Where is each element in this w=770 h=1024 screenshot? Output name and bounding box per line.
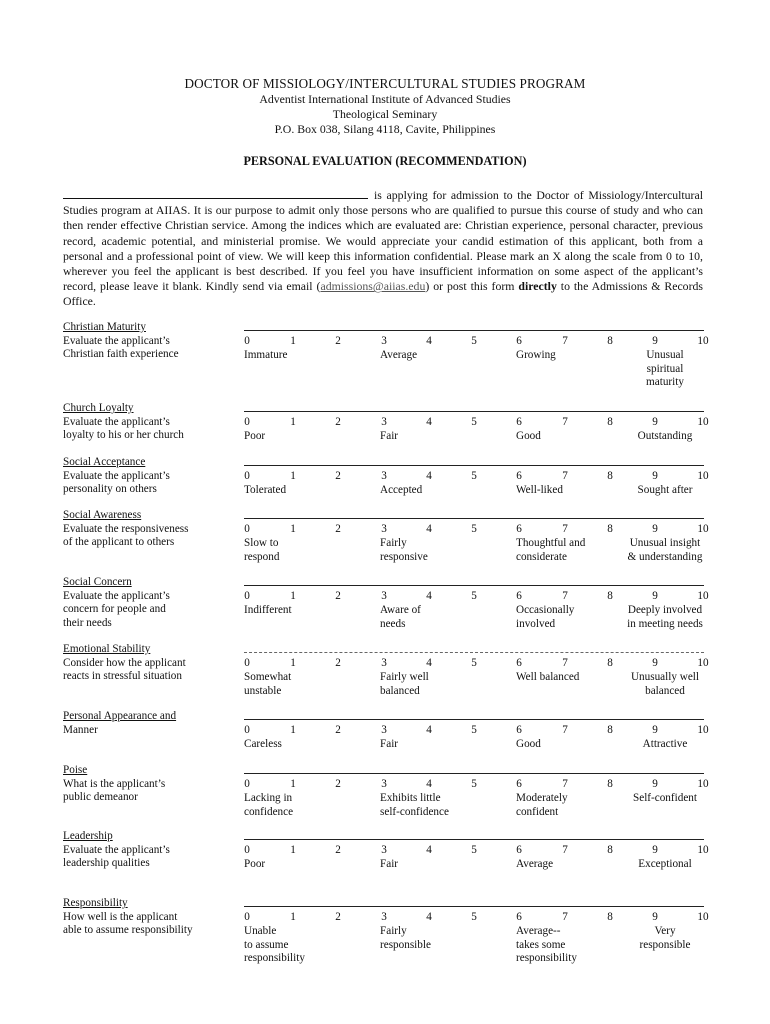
scale-anchor-text: involved	[516, 617, 556, 630]
scale-anchor-top	[620, 604, 710, 631]
scale-anchor-text: Unable	[244, 925, 277, 937]
scale-number[interactable]: 6	[516, 657, 522, 669]
item-label	[63, 321, 233, 362]
scale-anchor-text: Thoughtful and	[516, 537, 586, 549]
scale-anchor-text: Unusual insight	[629, 537, 701, 549]
scale-anchor-text: to assume	[244, 938, 289, 951]
scale-anchor-low	[244, 925, 354, 966]
scale-number[interactable]: 6	[516, 724, 522, 736]
scale-number[interactable]: 7	[562, 590, 568, 602]
scale-number[interactable]: 8	[607, 470, 613, 482]
scale-number[interactable]: 0	[244, 590, 250, 602]
scale-number[interactable]: 6	[516, 335, 522, 347]
admissions-email-link[interactable]: admissions@aiias.edu	[320, 279, 426, 294]
item-description-line: Evaluate the applicant’s	[63, 843, 170, 856]
scale-number[interactable]: 10	[697, 724, 709, 736]
form-header	[0, 76, 770, 137]
scale-number[interactable]: 4	[426, 778, 432, 790]
scale-anchor-text: Good	[516, 738, 541, 750]
scale-number[interactable]: 1	[290, 523, 296, 535]
item-description-line: their needs	[63, 616, 112, 629]
rating-scale-line[interactable]	[244, 839, 704, 840]
scale-number[interactable]: 10	[697, 416, 709, 428]
scale-anchor-top	[620, 858, 710, 872]
item-description-line: Christian faith experience	[63, 348, 179, 361]
item-label	[63, 710, 233, 737]
scale-number[interactable]: 9	[652, 657, 658, 669]
scale-number[interactable]: 8	[607, 911, 613, 923]
scale-number[interactable]: 5	[471, 335, 477, 347]
scale-number[interactable]: 5	[471, 590, 477, 602]
scale-anchor-text: Attractive	[642, 738, 688, 750]
scale-anchor-high	[516, 537, 626, 564]
scale-number[interactable]: 10	[697, 335, 709, 347]
scale-anchor-text: Good	[516, 430, 541, 442]
scale-number[interactable]: 2	[335, 590, 341, 602]
scale-anchor-text: responsible	[380, 938, 431, 951]
scale-anchor-text: Fairly	[380, 537, 407, 549]
intro-text-2: ) or post this form	[425, 279, 519, 294]
scale-number[interactable]: 9	[652, 590, 658, 602]
scale-number[interactable]: 6	[516, 590, 522, 602]
scale-number[interactable]: 6	[516, 416, 522, 428]
item-name: Responsibility	[63, 897, 128, 909]
item-label	[63, 764, 233, 805]
scale-number[interactable]: 0	[244, 416, 250, 428]
item-label	[63, 509, 233, 550]
scale-anchor-text: Moderately	[516, 792, 568, 804]
intro-text-1: is applying for admission to the Doctor of Missiology/Intercultural Studies program at AIIAS. It is our purpose to admit only those persons who are qualified to pursue this course of study and who can then render effective Christian service. Among the indices which are evaluated are: Christian experience, personal character, previous record, academic potential, and ministerial promise. We would appreciate your candid estimation of this applicant, both from a personal and a professional point of view. We will keep this information confidential. Please mark an X along the scale from 0 to 10, wherever you feel the applicant is best described. If you feel you have insufficient information on some aspect of the applicant’s record, please leave it blank. Kindly send via email (	[63, 188, 703, 294]
scale-anchor-text: Exceptional	[638, 858, 692, 870]
scale-anchor-text: Immature	[244, 349, 288, 361]
scale-number[interactable]: 3	[381, 657, 387, 669]
scale-anchor-high	[516, 349, 626, 363]
scale-anchor-text: takes some	[516, 938, 566, 951]
scale-anchor-mid	[380, 349, 490, 363]
scale-anchor-text: Deeply involved	[627, 604, 703, 616]
scale-number[interactable]: 8	[607, 724, 613, 736]
item-description-line: What is the applicant’s	[63, 777, 166, 790]
scale-number[interactable]: 4	[426, 657, 432, 669]
scale-number[interactable]: 3	[381, 416, 387, 428]
scale-number[interactable]: 3	[381, 335, 387, 347]
item-name: Social Concern	[63, 576, 132, 588]
scale-anchor-top	[620, 671, 710, 698]
scale-anchor-top	[620, 537, 710, 564]
scale-number[interactable]: 1	[290, 724, 296, 736]
scale-anchor-text: Exhibits little	[380, 792, 441, 804]
scale-anchor-text: Well balanced	[516, 671, 580, 683]
scale-number[interactable]: 4	[426, 416, 432, 428]
scale-anchor-low	[244, 671, 354, 698]
scale-number[interactable]: 6	[516, 470, 522, 482]
item-name: Social Awareness	[63, 509, 142, 521]
intro-paragraph	[63, 187, 703, 310]
item-description-line: concern for people and	[63, 603, 166, 616]
scale-anchor-low	[244, 430, 354, 444]
item-name: Emotional Stability	[63, 643, 151, 655]
scale-anchor-top	[620, 792, 710, 806]
item-name: Christian Maturity	[63, 321, 146, 333]
item-label	[63, 402, 233, 443]
scale-anchor-low	[244, 349, 354, 363]
scale-anchor-text: responsibility	[516, 952, 577, 965]
rating-scale-line[interactable]	[244, 330, 704, 331]
scale-number[interactable]: 5	[471, 778, 477, 790]
item-description-line: public demeanor	[63, 791, 138, 804]
scale-anchor-text: Occasionally	[516, 604, 575, 616]
scale-anchor-text: Tolerated	[244, 484, 287, 496]
scale-number[interactable]: 10	[697, 778, 709, 790]
scale-number[interactable]: 0	[244, 335, 250, 347]
scale-anchor-top	[620, 925, 710, 952]
scale-anchor-text: confidence	[244, 805, 294, 818]
scale-anchor-text: Poor	[244, 430, 266, 442]
scale-anchor-low	[244, 792, 354, 819]
item-description-line: Consider how the applicant	[63, 656, 186, 669]
scale-number[interactable]: 7	[562, 335, 568, 347]
scale-number[interactable]: 3	[381, 724, 387, 736]
scale-number[interactable]: 4	[426, 844, 432, 856]
scale-anchor-text: in meeting needs	[627, 617, 703, 630]
scale-number[interactable]: 8	[607, 416, 613, 428]
scale-number[interactable]: 2	[335, 523, 341, 535]
scale-anchor-top	[620, 484, 710, 498]
scale-number[interactable]: 2	[335, 844, 341, 856]
scale-number[interactable]: 9	[652, 911, 658, 923]
item-description-line: Evaluate the applicant’s	[63, 415, 170, 428]
scale-anchor-text: Poor	[244, 858, 266, 870]
scale-anchor-mid	[380, 671, 490, 698]
form-title: PERSONAL EVALUATION (RECOMMENDATION)	[243, 154, 527, 168]
item-label	[63, 456, 233, 497]
scale-number[interactable]: 4	[426, 335, 432, 347]
scale-number[interactable]: 5	[471, 523, 477, 535]
scale-number[interactable]: 9	[652, 470, 658, 482]
scale-number[interactable]: 3	[381, 523, 387, 535]
scale-number[interactable]: 7	[562, 657, 568, 669]
scale-anchor-mid	[380, 858, 490, 872]
scale-number[interactable]: 1	[290, 335, 296, 347]
scale-number[interactable]: 7	[562, 470, 568, 482]
scale-anchor-text: Growing	[516, 349, 556, 361]
item-label	[63, 643, 233, 684]
scale-number[interactable]: 1	[290, 778, 296, 790]
item-description-line: reacts in stressful situation	[63, 670, 182, 683]
scale-anchor-high	[516, 925, 626, 966]
item-description-line: able to assume responsibility	[63, 924, 193, 937]
scale-anchor-text: needs	[380, 617, 406, 630]
scale-anchor-text: balanced	[380, 684, 420, 697]
scale-number[interactable]: 7	[562, 911, 568, 923]
scale-number[interactable]: 7	[562, 724, 568, 736]
scale-number[interactable]: 5	[471, 724, 477, 736]
scale-anchor-mid	[380, 792, 490, 819]
scale-number[interactable]: 9	[652, 335, 658, 347]
scale-anchor-mid	[380, 738, 490, 752]
scale-number[interactable]: 8	[607, 778, 613, 790]
program-title: DOCTOR OF MISSIOLOGY/INTERCULTURAL STUDIES PROGRAM	[184, 76, 586, 91]
scale-anchor-text: confident	[516, 805, 559, 818]
scale-anchor-text: Average	[516, 858, 554, 870]
scale-anchor-text: Fairly well	[380, 671, 429, 683]
applicant-name-field[interactable]	[63, 187, 368, 199]
scale-anchor-text: unstable	[244, 684, 282, 697]
scale-anchor-text: Unusual	[646, 349, 684, 361]
scale-number[interactable]: 10	[697, 590, 709, 602]
item-description-line: Evaluate the responsiveness	[63, 522, 189, 535]
scale-number[interactable]: 5	[471, 416, 477, 428]
scale-anchor-text: Self-confident	[633, 792, 697, 804]
scale-anchor-high	[516, 858, 626, 872]
scale-number[interactable]: 0	[244, 470, 250, 482]
scale-number[interactable]: 8	[607, 335, 613, 347]
scale-anchor-text: Unusually well	[630, 671, 700, 683]
scale-anchor-text: responsive	[380, 550, 428, 563]
item-label	[63, 830, 233, 871]
scale-number[interactable]: 8	[607, 844, 613, 856]
scale-anchor-low	[244, 738, 354, 752]
scale-number[interactable]: 1	[290, 470, 296, 482]
scale-number[interactable]: 10	[697, 470, 709, 482]
scale-anchor-text: Fair	[380, 430, 399, 442]
scale-anchor-text: Accepted	[380, 484, 423, 496]
scale-number[interactable]: 4	[426, 470, 432, 482]
item-name: Leadership	[63, 830, 113, 842]
item-description-line: of the applicant to others	[63, 536, 175, 549]
item-label	[63, 897, 233, 938]
scale-anchor-text: respond	[244, 550, 280, 563]
intro-text-3: to the Admissions & Records Office.	[63, 279, 703, 309]
scale-number[interactable]: 2	[335, 335, 341, 347]
scale-anchor-text: self-confidence	[380, 805, 449, 818]
scale-number[interactable]: 0	[244, 844, 250, 856]
scale-number[interactable]: 4	[426, 724, 432, 736]
scale-number[interactable]: 7	[562, 523, 568, 535]
item-name: Church Loyalty	[63, 402, 134, 414]
scale-anchor-mid	[380, 925, 490, 952]
rating-scale-line[interactable]	[244, 906, 704, 907]
scale-number[interactable]: 1	[290, 416, 296, 428]
item-description-line: Manner	[63, 723, 98, 736]
scale-anchor-mid	[380, 537, 490, 564]
scale-anchor-low	[244, 484, 354, 498]
scale-number[interactable]: 0	[244, 778, 250, 790]
scale-anchor-low	[244, 858, 354, 872]
scale-anchor-mid	[380, 604, 490, 631]
scale-number[interactable]: 10	[697, 844, 709, 856]
scale-anchor-low	[244, 604, 354, 618]
scale-number[interactable]: 2	[335, 416, 341, 428]
scale-anchor-text: responsibility	[244, 952, 305, 965]
scale-number[interactable]: 10	[697, 523, 709, 535]
scale-number[interactable]: 6	[516, 523, 522, 535]
scale-number[interactable]: 3	[381, 778, 387, 790]
scale-number[interactable]: 1	[290, 844, 296, 856]
scale-number[interactable]: 10	[697, 657, 709, 669]
scale-number[interactable]: 3	[381, 470, 387, 482]
item-description-line: leadership qualities	[63, 857, 150, 870]
scale-number[interactable]: 6	[516, 844, 522, 856]
scale-anchor-text: Careless	[244, 738, 282, 750]
institution-name: Adventist International Institute of Advanced Studies	[259, 92, 511, 106]
scale-anchor-text: Average	[380, 349, 418, 361]
scale-number[interactable]: 2	[335, 657, 341, 669]
scale-anchor-text: Average--	[516, 925, 561, 937]
scale-number[interactable]: 7	[562, 844, 568, 856]
scale-number[interactable]: 9	[652, 416, 658, 428]
scale-anchor-top	[620, 430, 710, 444]
rating-scale-line[interactable]	[244, 411, 704, 412]
scale-number[interactable]: 8	[607, 523, 613, 535]
rating-scale-line[interactable]	[244, 719, 704, 720]
scale-number[interactable]: 4	[426, 911, 432, 923]
scale-anchor-text: & understanding	[627, 550, 703, 563]
item-name: Poise	[63, 764, 88, 776]
scale-anchor-high	[516, 738, 626, 752]
scale-anchor-text: Slow to	[244, 537, 279, 549]
scale-anchor-high	[516, 671, 626, 685]
item-description-line: Evaluate the applicant’s	[63, 589, 170, 602]
rating-scale-line[interactable]	[244, 652, 704, 653]
scale-number[interactable]: 2	[335, 778, 341, 790]
scale-anchor-mid	[380, 484, 490, 498]
item-description-line: How well is the applicant	[63, 910, 178, 923]
scale-anchor-text: Outstanding	[637, 430, 693, 442]
scale-anchor-text: responsible	[639, 938, 691, 951]
scale-number[interactable]: 5	[471, 470, 477, 482]
scale-anchor-text: Well-liked	[516, 484, 563, 496]
scale-number[interactable]: 1	[290, 911, 296, 923]
scale-number[interactable]: 0	[244, 911, 250, 923]
scale-number[interactable]: 3	[381, 844, 387, 856]
institution-address: P.O. Box 038, Silang 4118, Cavite, Philippines	[274, 122, 496, 136]
scale-number[interactable]: 5	[471, 911, 477, 923]
scale-anchor-text: Very	[654, 925, 676, 937]
scale-anchor-text: Fairly	[380, 925, 407, 937]
scale-number[interactable]: 9	[652, 844, 658, 856]
scale-number[interactable]: 4	[426, 523, 432, 535]
scale-anchor-high	[516, 792, 626, 819]
scale-number[interactable]: 3	[381, 590, 387, 602]
scale-anchor-top	[620, 738, 710, 752]
scale-anchor-text: balanced	[645, 684, 685, 697]
scale-number[interactable]: 1	[290, 657, 296, 669]
scale-number[interactable]: 4	[426, 590, 432, 602]
scale-number[interactable]: 1	[290, 590, 296, 602]
rating-scale-line[interactable]	[244, 585, 704, 586]
scale-number[interactable]: 3	[381, 911, 387, 923]
scale-number[interactable]: 9	[652, 778, 658, 790]
scale-number[interactable]: 5	[471, 844, 477, 856]
scale-number[interactable]: 0	[244, 657, 250, 669]
scale-number[interactable]: 7	[562, 416, 568, 428]
scale-anchor-low	[244, 537, 354, 564]
scale-number[interactable]: 2	[335, 470, 341, 482]
intro-emphasis: directly	[518, 279, 557, 294]
scale-number[interactable]: 6	[516, 778, 522, 790]
scale-anchor-text: Lacking in	[244, 792, 293, 804]
scale-number[interactable]: 6	[516, 911, 522, 923]
item-description-line: Evaluate the applicant’s	[63, 469, 170, 482]
department-name: Theological Seminary	[332, 107, 438, 121]
rating-scale-line[interactable]	[244, 465, 704, 466]
scale-anchor-text: considerate	[516, 550, 567, 563]
scale-anchor-text: maturity	[646, 376, 684, 389]
scale-number[interactable]: 10	[697, 911, 709, 923]
scale-anchor-mid	[380, 430, 490, 444]
item-description-line: personality on others	[63, 483, 157, 496]
item-description-line: loyalty to his or her church	[63, 429, 184, 442]
scale-anchor-text: Fair	[380, 858, 399, 870]
scale-anchor-high	[516, 604, 626, 631]
scale-anchor-high	[516, 430, 626, 444]
scale-number[interactable]: 9	[652, 523, 658, 535]
item-name: Personal Appearance and	[63, 710, 177, 722]
scale-number[interactable]: 2	[335, 911, 341, 923]
item-description-line: Evaluate the applicant’s	[63, 334, 170, 347]
scale-number[interactable]: 7	[562, 778, 568, 790]
item-label	[63, 576, 233, 630]
scale-anchor-top	[620, 349, 710, 390]
scale-anchor-text: Sought after	[637, 484, 693, 496]
scale-number[interactable]: 0	[244, 724, 250, 736]
scale-number[interactable]: 2	[335, 724, 341, 736]
scale-number[interactable]: 9	[652, 724, 658, 736]
scale-number[interactable]: 8	[607, 657, 613, 669]
scale-anchor-high	[516, 484, 626, 498]
item-name: Social Acceptance	[63, 456, 146, 468]
scale-number[interactable]: 0	[244, 523, 250, 535]
rating-scale-line[interactable]	[244, 518, 704, 519]
scale-anchor-text: Aware of	[380, 604, 421, 616]
scale-anchor-text: spiritual	[646, 362, 684, 375]
scale-anchor-text: Indifferent	[244, 604, 292, 616]
rating-scale-line[interactable]	[244, 773, 704, 774]
scale-anchor-text: Somewhat	[244, 671, 292, 683]
scale-anchor-text: Fair	[380, 738, 399, 750]
scale-number[interactable]: 8	[607, 590, 613, 602]
scale-number[interactable]: 5	[471, 657, 477, 669]
